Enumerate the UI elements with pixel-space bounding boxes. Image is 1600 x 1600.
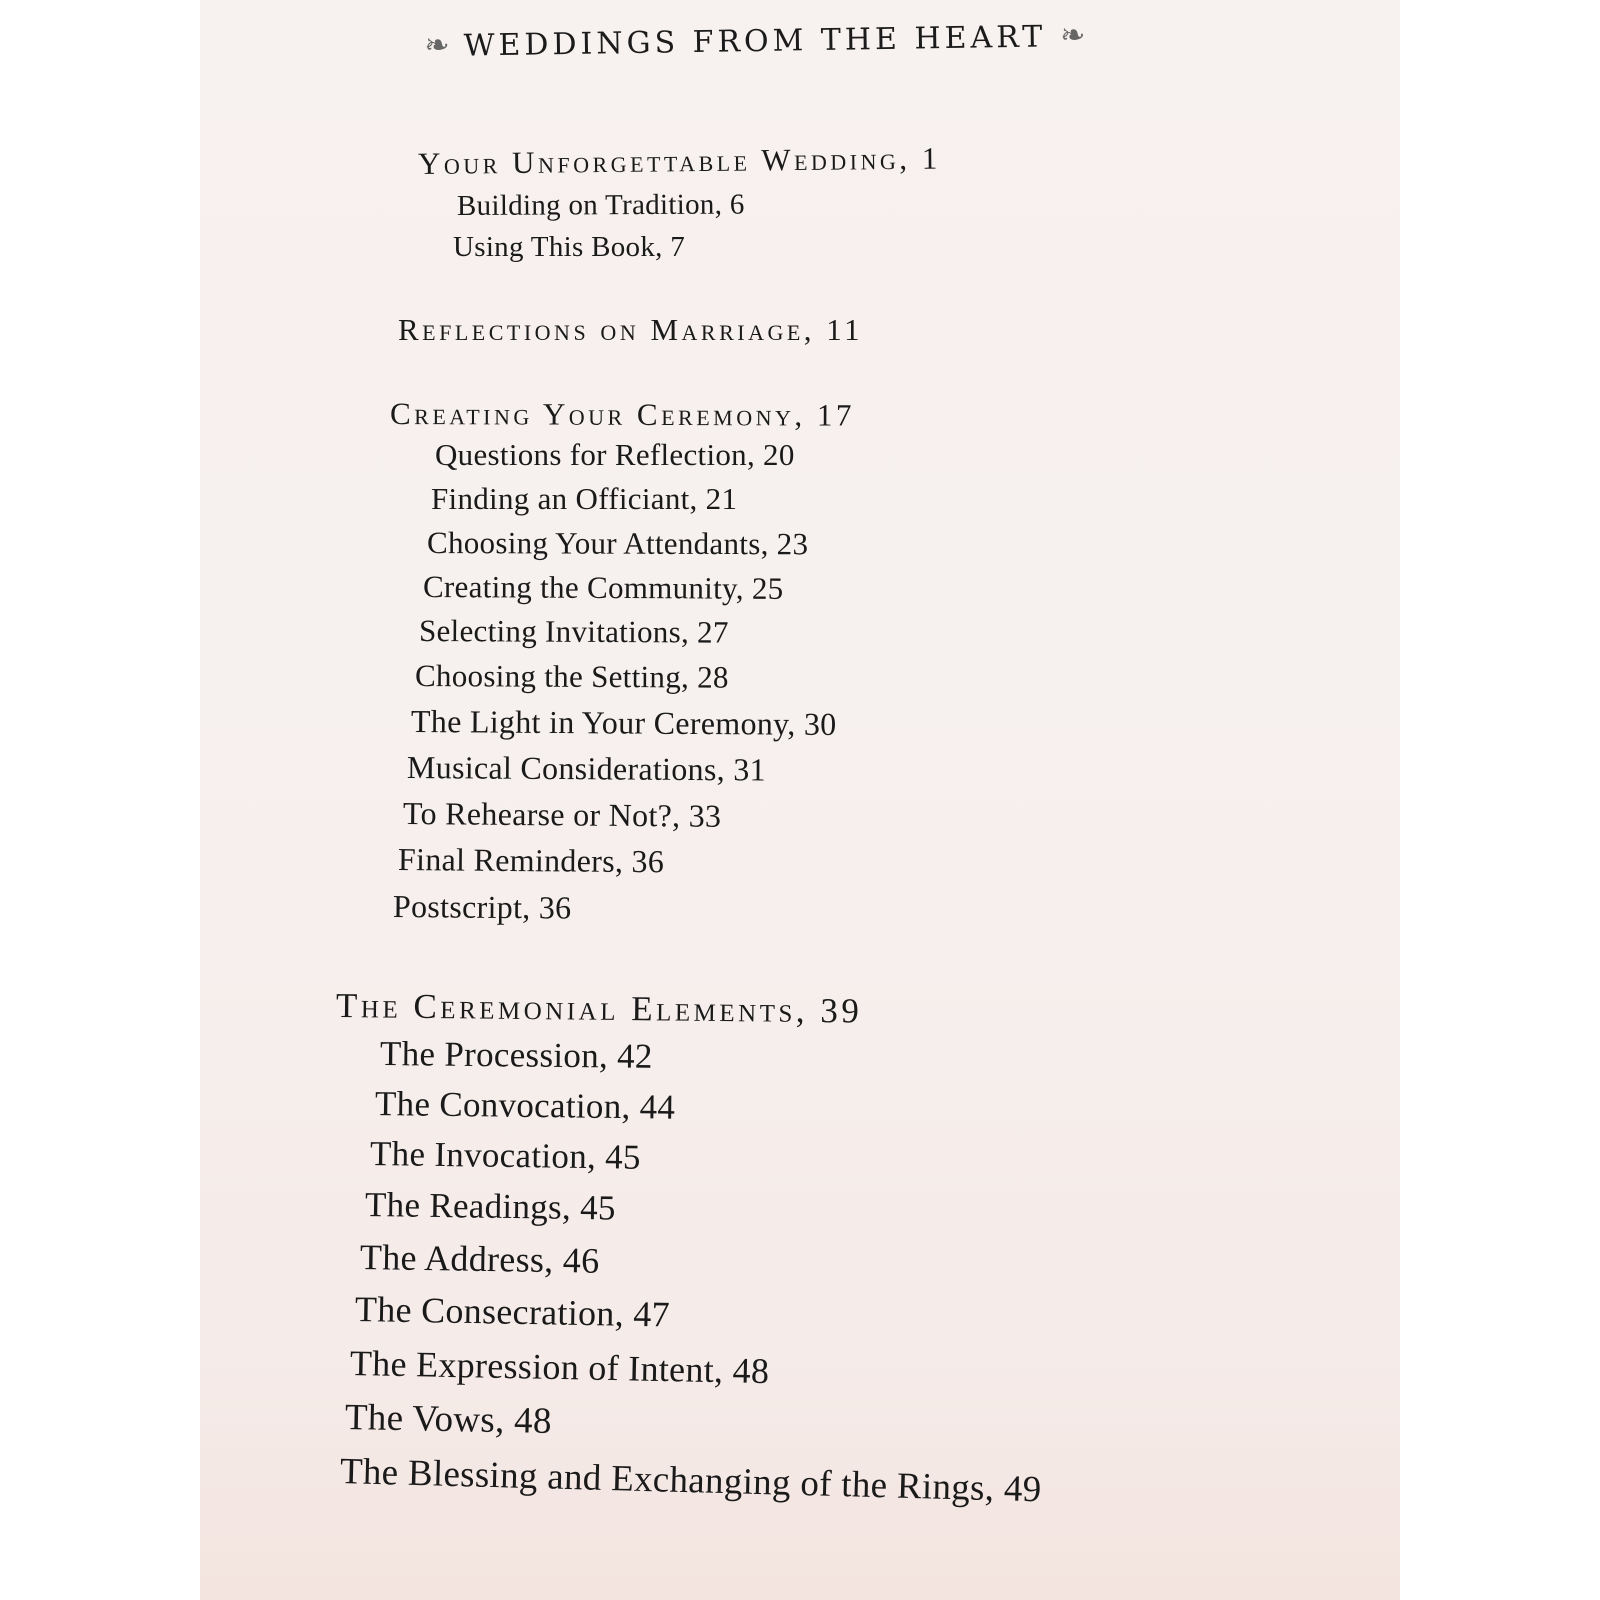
- toc-entry: The Consecration, 47: [354, 1289, 671, 1335]
- running-header: [375, 10, 1136, 72]
- left-flourish-icon: ❧: [424, 27, 450, 64]
- toc-entry: The Procession, 42: [379, 1034, 653, 1076]
- background-strip: [0, 0, 200, 1600]
- toc-entry: Selecting Invitations, 27: [418, 613, 729, 650]
- toc-entry: Using This Book, 7: [453, 231, 686, 263]
- toc-section-title: The Ceremonial Elements, 39: [335, 986, 863, 1031]
- toc-entry: The Readings, 45: [364, 1185, 616, 1228]
- toc-entry: Postscript, 36: [392, 888, 572, 926]
- toc-entry: Building on Tradition, 6: [456, 188, 745, 222]
- book-title: WEDDINGS FROM THE HEART: [463, 18, 1047, 64]
- toc-entry: Finding an Officiant, 21: [431, 481, 738, 516]
- toc-entry: Choosing Your Attendants, 23: [426, 525, 809, 562]
- toc-entry: Questions for Reflection, 20: [435, 437, 795, 472]
- toc-entry: Final Reminders, 36: [397, 841, 665, 880]
- book-page: [200, 0, 1400, 1600]
- right-flourish-icon: ❧: [1059, 17, 1086, 54]
- toc-section-title: Your Unforgettable Wedding, 1: [417, 140, 941, 181]
- toc-entry: The Vows, 48: [344, 1397, 553, 1442]
- toc-entry: The Expression of Intent, 48: [349, 1343, 770, 1392]
- toc-entry: Musical Considerations, 31: [406, 749, 767, 788]
- toc-entry: Choosing the Setting, 28: [414, 658, 729, 695]
- toc-section-title: Reflections on Marriage, 11: [398, 312, 864, 347]
- toc-entry: The Blessing and Exchanging of the Rings, 49: [339, 1451, 1043, 1511]
- toc-entry: Creating the Community, 25: [422, 569, 784, 606]
- toc-entry: To Rehearse or Not?, 33: [402, 795, 722, 834]
- toc-entry: The Convocation, 44: [374, 1084, 676, 1127]
- toc-entry: The Light in Your Ceremony, 30: [410, 703, 837, 742]
- toc-entry: The Invocation, 45: [369, 1134, 642, 1177]
- toc-section-title: Creating Your Ceremony, 17: [389, 396, 855, 433]
- toc-entry: The Address, 46: [359, 1237, 600, 1281]
